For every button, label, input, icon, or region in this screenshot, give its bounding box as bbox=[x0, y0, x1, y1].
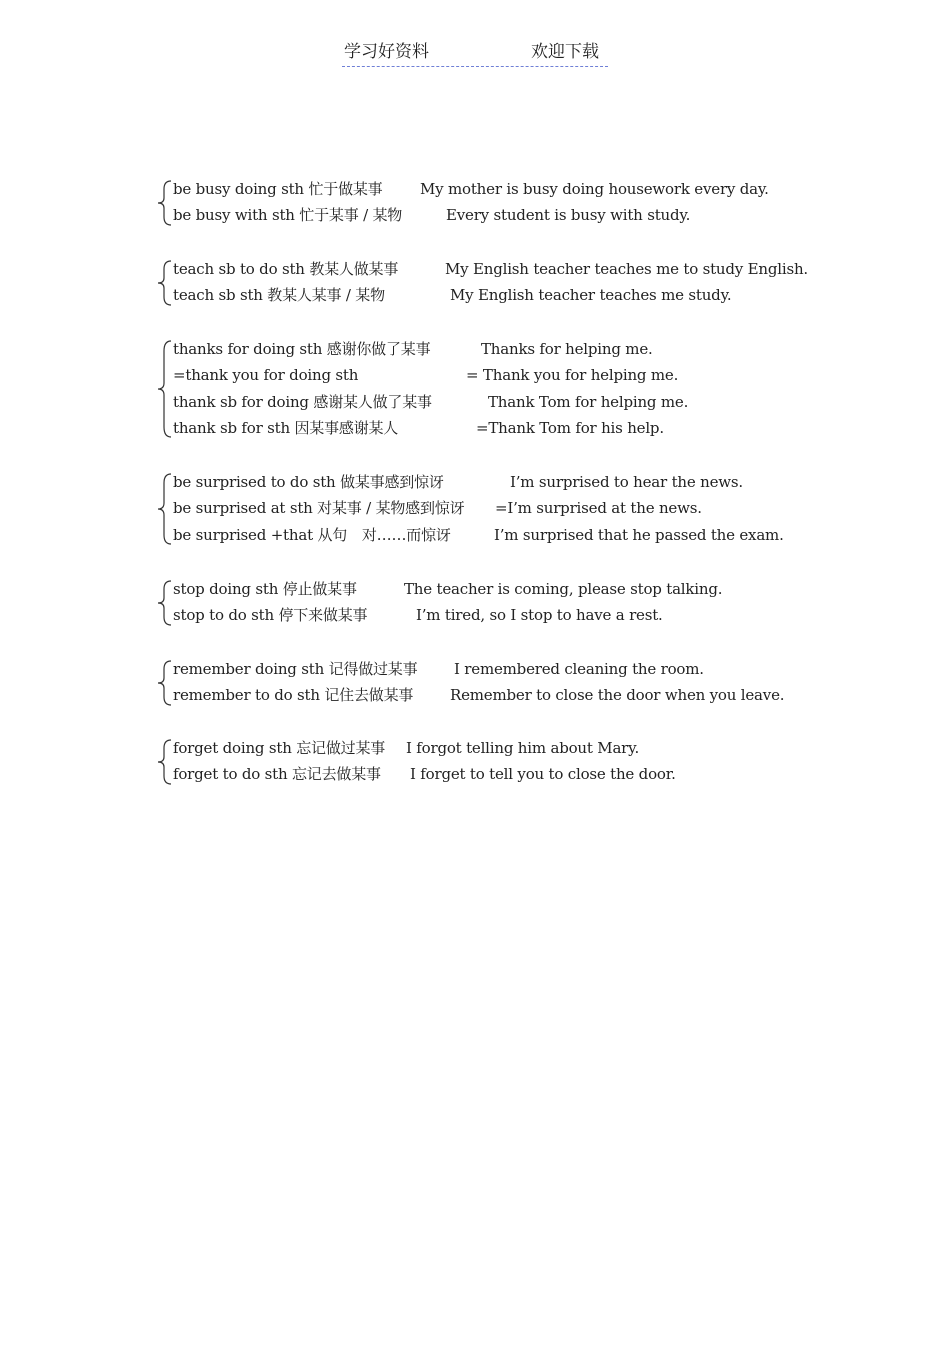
phrase-text: teach sb to do sth 教某人做某事 bbox=[173, 260, 399, 278]
example-text: I forget to tell you to close the door. bbox=[410, 765, 676, 783]
example-text: The teacher is coming, please stop talking. bbox=[404, 580, 723, 598]
example-text: I remembered cleaning the room. bbox=[454, 660, 704, 678]
phrase-text: thank sb for sth 因某事感谢某人 bbox=[173, 419, 399, 437]
phrase-text: be surprised +that 从句 对……而惊讶 bbox=[173, 526, 451, 544]
brace-icon bbox=[156, 472, 172, 546]
brace-icon bbox=[156, 259, 172, 307]
phrase-text: thanks for doing sth 感谢你做了某事 bbox=[173, 340, 431, 358]
phrase-text: thank sb for doing 感谢某人做了某事 bbox=[173, 393, 432, 411]
phrase-text: remember doing sth 记得做过某事 bbox=[173, 660, 418, 678]
phrase-text: stop to do sth 停下来做某事 bbox=[173, 606, 368, 624]
example-text: My mother is busy doing housework every day. bbox=[420, 180, 769, 198]
example-text: =I’m surprised at the news. bbox=[495, 499, 702, 517]
brace-icon bbox=[156, 339, 172, 439]
phrase-text: be surprised at sth 对某事 / 某物感到惊讶 bbox=[173, 499, 465, 517]
brace-icon bbox=[156, 179, 172, 227]
header-left-text: 学习好资料 bbox=[344, 42, 429, 62]
example-text: My English teacher teaches me study. bbox=[450, 286, 732, 304]
example-text: = Thank you for helping me. bbox=[466, 366, 679, 384]
brace-icon bbox=[156, 738, 172, 786]
phrase-text: be busy doing sth 忙于做某事 bbox=[173, 180, 383, 198]
example-text: Remember to close the door when you leave. bbox=[450, 686, 785, 704]
example-text: Every student is busy with study. bbox=[446, 206, 691, 224]
page-header bbox=[342, 40, 608, 67]
example-text: Thanks for helping me. bbox=[481, 340, 653, 358]
phrase-text: forget to do sth 忘记去做某事 bbox=[173, 765, 381, 783]
example-text: Thank Tom for helping me. bbox=[488, 393, 689, 411]
example-text: I’m surprised to hear the news. bbox=[510, 473, 743, 491]
example-text: My English teacher teaches me to study English. bbox=[445, 260, 808, 278]
example-text: I forgot telling him about Mary. bbox=[406, 739, 640, 757]
example-text: I’m tired, so I stop to have a rest. bbox=[416, 606, 663, 624]
phrase-text: teach sb sth 教某人某事 / 某物 bbox=[173, 286, 385, 304]
phrase-text: forget doing sth 忘记做过某事 bbox=[173, 739, 386, 757]
phrase-text: stop doing sth 停止做某事 bbox=[173, 580, 357, 598]
phrase-text: be busy with sth 忙于某事 / 某物 bbox=[173, 206, 403, 224]
example-text: I’m surprised that he passed the exam. bbox=[494, 526, 784, 544]
phrase-text: be surprised to do sth 做某事感到惊讶 bbox=[173, 473, 444, 491]
brace-icon bbox=[156, 659, 172, 707]
example-text: =Thank Tom for his help. bbox=[476, 419, 664, 437]
phrase-text: =thank you for doing sth bbox=[173, 366, 359, 384]
brace-icon bbox=[156, 579, 172, 627]
phrase-text: remember to do sth 记住去做某事 bbox=[173, 686, 414, 704]
header-right-text: 欢迎下载 bbox=[531, 42, 599, 62]
